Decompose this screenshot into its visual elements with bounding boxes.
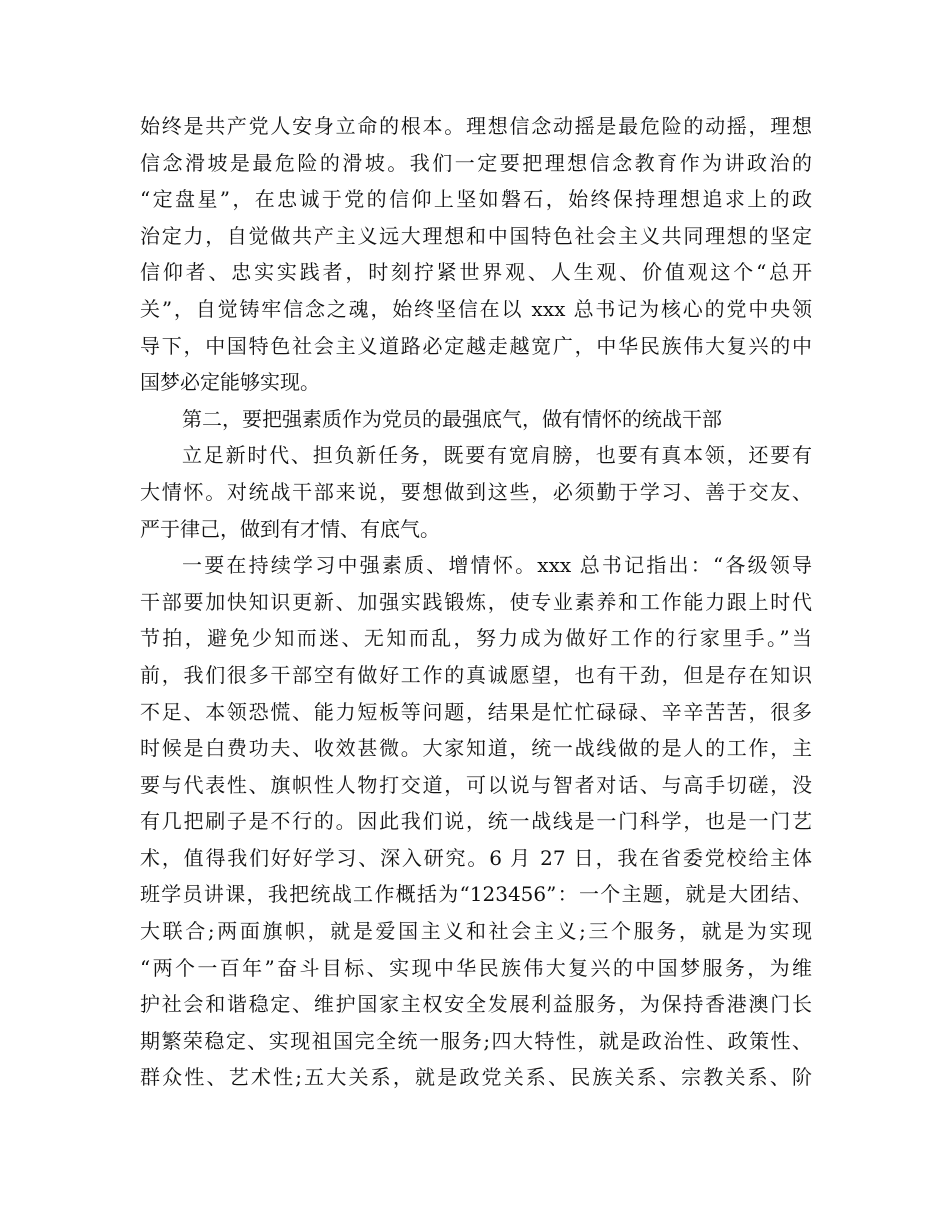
- text-line: 国梦必定能够实现。: [140, 370, 320, 395]
- text-line: 护社会和谐稳定、维护国家主权安全发展利益服务，为保持香港澳门长: [140, 992, 812, 1017]
- text-line: 时候是白费功夫、收效甚微。大家知道，统一战线做的是人的工作，主: [140, 736, 812, 761]
- text-line: 立足新时代、担负新任务，既要有宽肩膀，也要有真本领，还要有: [182, 443, 812, 468]
- text-line: 前，我们很多干部空有做好工作的真诚愿望，也有干劲，但是存在知识: [140, 662, 812, 687]
- text-line: 一要在持续学习中强素质、增情怀。xxx 总书记指出：“各级领导: [182, 553, 812, 578]
- text-line: 不足、本领恐慌、能力短板等问题，结果是忙忙碌碌、辛辛苦苦，很多: [140, 699, 812, 724]
- text-line: 始终是共产党人安身立命的根本。理想信念动摇是最危险的动摇，理想: [140, 114, 812, 138]
- text-line: 大联合;两面旗帜，就是爱国主义和社会主义;三个服务，就是为实现: [140, 919, 812, 944]
- section-heading: 第二，要把强素质作为党员的最强底气，做有情怀的统战干部: [182, 406, 722, 431]
- document-body: [140, 108, 820, 1096]
- text-line: 要与代表性、旗帜性人物打交道，可以说与智者对话、与高手切磋，没: [140, 772, 812, 797]
- text-line: 干部要加快知识更新、加强实践锻炼，使专业素养和工作能力跟上时代: [140, 589, 812, 614]
- text-line: 群众性、艺术性;五大关系，就是政党关系、民族关系、宗教关系、阶: [140, 1065, 812, 1090]
- text-line: 治定力，自觉做共产主义远大理想和中国特色社会主义共同理想的坚定: [140, 223, 812, 248]
- text-line: 信仰者、忠实实践者，时刻拧紧世界观、人生观、价值观这个“总开: [140, 260, 812, 285]
- text-line: “两个一百年”奋斗目标、实现中华民族伟大复兴的中国梦服务，为维: [140, 955, 812, 980]
- text-line: 有几把刷子是不行的。因此我们说，统一战线是一门科学，也是一门艺: [140, 809, 812, 834]
- text-line: 信念滑坡是最危险的滑坡。我们一定要把理想信念教育作为讲政治的: [140, 150, 812, 175]
- text-line: 术，值得我们好好学习、深入研究。6 月 27 日，我在省委党校给主体: [140, 845, 812, 870]
- text-line: 大情怀。对统战干部来说，要想做到这些，必须勤于学习、善于交友、: [140, 479, 812, 504]
- text-line: 导下，中国特色社会主义道路必定越走越宽广，中华民族伟大复兴的中: [140, 333, 812, 358]
- text-line: 关”，自觉铸牢信念之魂，始终坚信在以 xxx 总书记为核心的党中央领: [140, 296, 812, 321]
- text-line: 班学员讲课，我把统战工作概括为“123456”：一个主题，就是大团结、: [140, 882, 812, 907]
- text-line: 期繁荣稳定、实现祖国完全统一服务;四大特性，就是政治性、政策性、: [140, 1028, 812, 1053]
- text-line: 严于律己，做到有才情、有底气。: [140, 516, 440, 541]
- text-line: “定盘星”，在忠诚于党的信仰上坚如磐石，始终保持理想追求上的政: [140, 187, 812, 212]
- text-line: 节拍，避免少知而迷、无知而乱，努力成为做好工作的行家里手。”当: [140, 626, 812, 651]
